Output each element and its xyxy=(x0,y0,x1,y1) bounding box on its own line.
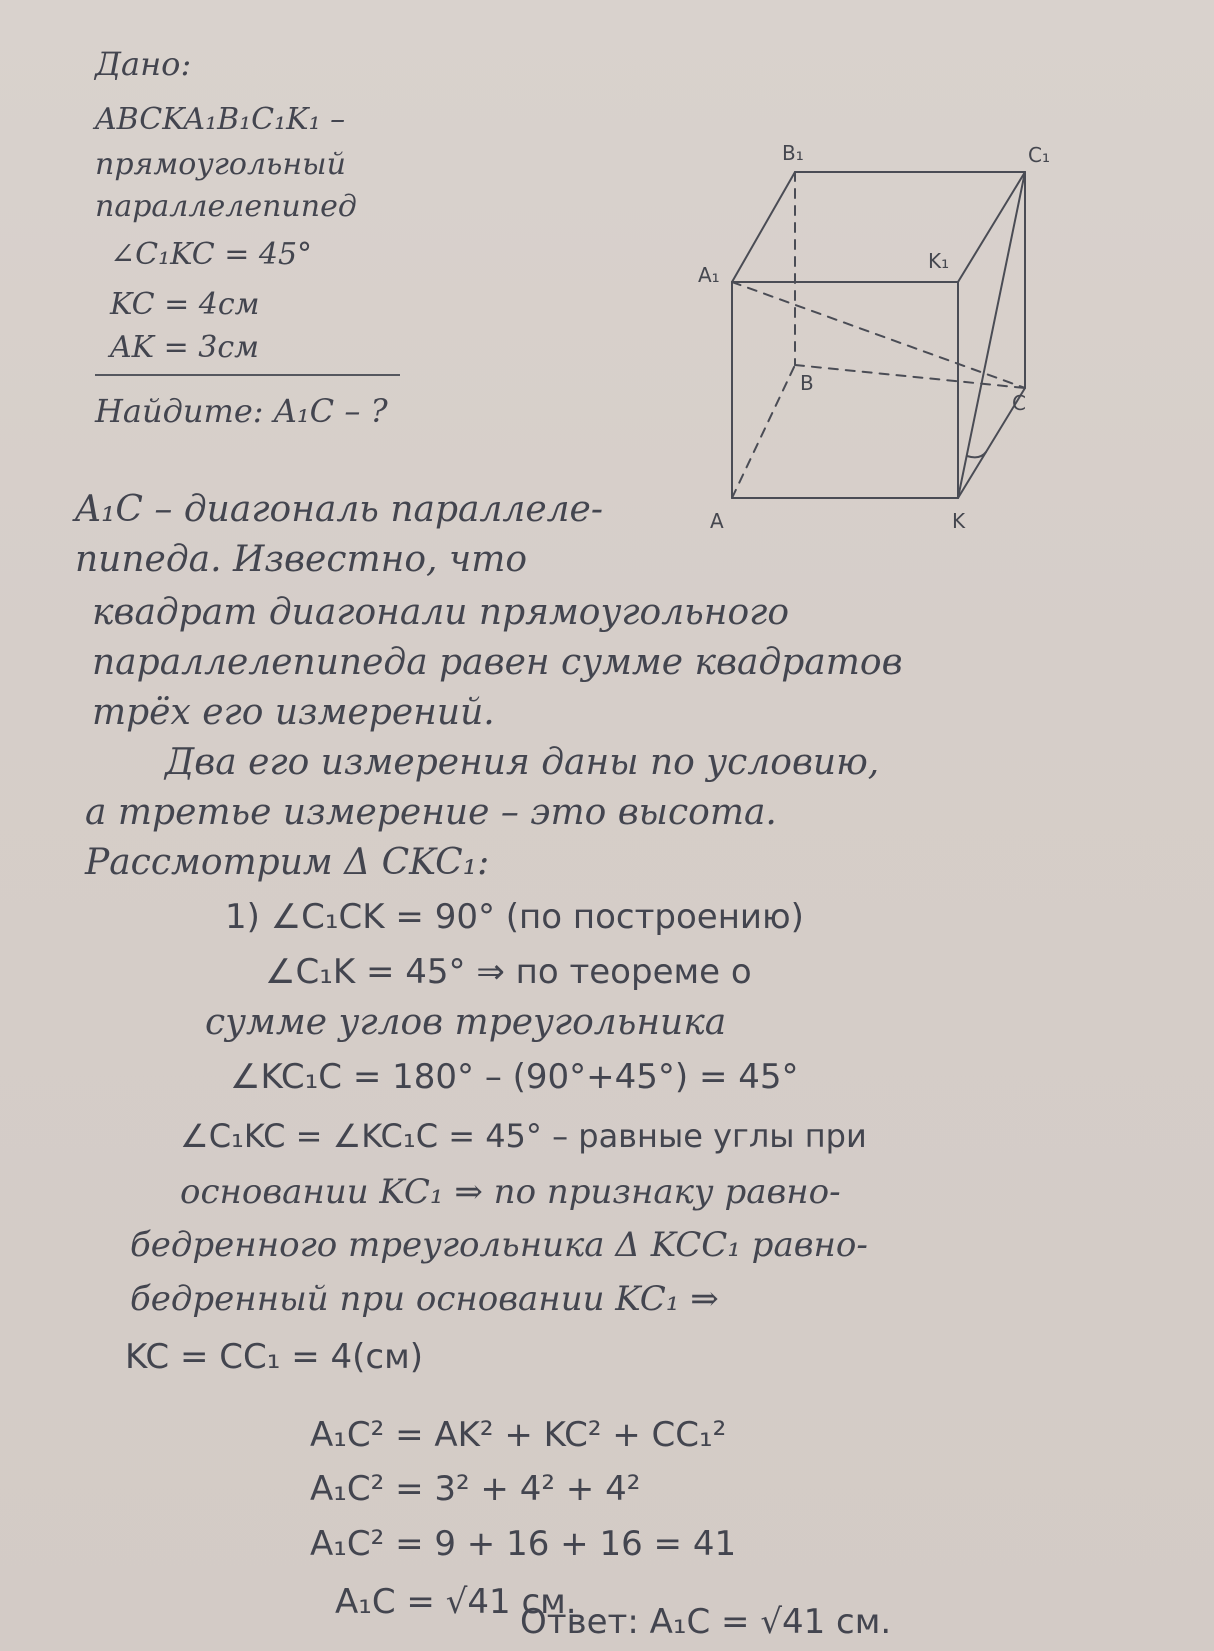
equation-line: A₁C² = AK² + KC² + CC₁² xyxy=(310,1415,727,1455)
equation-line: A₁C² = 9 + 16 + 16 = 41 xyxy=(310,1524,737,1564)
given-line: параллелепипед xyxy=(95,189,357,224)
solution-line: пипеда. Известно, что xyxy=(75,539,528,580)
vertex-label-b: B xyxy=(800,371,814,395)
given-header: Дано: xyxy=(95,45,192,83)
solution-line: квадрат диагонали прямоугольного xyxy=(92,592,789,633)
answer-line: Ответ: A₁C = √41 см. xyxy=(520,1602,892,1642)
vertex-label-k1: K₁ xyxy=(928,249,950,273)
solution-line: а третье измерение – это высота. xyxy=(85,792,777,833)
solution-line: Рассмотрим Δ CKC₁: xyxy=(85,842,490,883)
given-line: ∠C₁KC = 45° xyxy=(110,237,313,272)
solution-line: 1) ∠C₁CK = 90° (по построению) xyxy=(225,897,804,937)
equation-line: A₁C² = 3² + 4² + 4² xyxy=(310,1469,641,1509)
solution-line: ∠C₁K = 45° ⇒ по теореме о xyxy=(265,952,752,992)
hidden-edge-a-b xyxy=(732,365,795,498)
diagonal-k-c1 xyxy=(958,172,1025,498)
diagonal-a1-c xyxy=(732,282,1025,388)
solution-line: бедренного треугольника Δ KCC₁ равно- xyxy=(130,1225,868,1265)
solution-line: A₁C – диагональ параллеле- xyxy=(75,489,604,530)
edge-a1-b1 xyxy=(732,172,795,282)
given-line: KC = 4см xyxy=(110,287,260,322)
vertex-label-k: K xyxy=(952,509,966,533)
solution-line: ∠KC₁C = 180° – (90°+45°) = 45° xyxy=(230,1057,799,1097)
vertex-label-c: C xyxy=(1012,391,1026,415)
given-line: прямоугольный xyxy=(95,147,346,182)
edge-k1-c1 xyxy=(958,172,1025,282)
given-line: ABCKA₁B₁C₁K₁ – xyxy=(95,102,346,137)
solution-line: основании KC₁ ⇒ по признаку равно- xyxy=(180,1172,841,1212)
solution-line: KC = CC₁ = 4(см) xyxy=(125,1337,423,1377)
find-line: Найдите: A₁C – ? xyxy=(95,392,388,430)
vertex-label-a: A xyxy=(710,509,724,533)
solution-line: трёх его измерений. xyxy=(92,692,495,733)
solution-line: параллелепипеда равен сумме квадратов xyxy=(92,642,903,683)
given-line: AK = 3см xyxy=(110,330,260,365)
solution-line: Два его измерения даны по условию, xyxy=(165,742,880,783)
given-divider xyxy=(95,374,400,376)
vertex-label-b1: B₁ xyxy=(782,141,804,165)
solution-line: сумме углов треугольника xyxy=(205,1002,727,1043)
solution-line: бедренный при основании KC₁ ⇒ xyxy=(130,1279,719,1319)
vertex-label-c1: C₁ xyxy=(1028,143,1050,167)
vertex-label-a1: A₁ xyxy=(698,263,720,287)
solution-line: ∠C₁KC = ∠KC₁C = 45° – равные углы при xyxy=(180,1117,867,1155)
parallelepiped-figure xyxy=(680,120,1050,540)
equation-line: A₁C = √41 см. xyxy=(335,1582,577,1622)
